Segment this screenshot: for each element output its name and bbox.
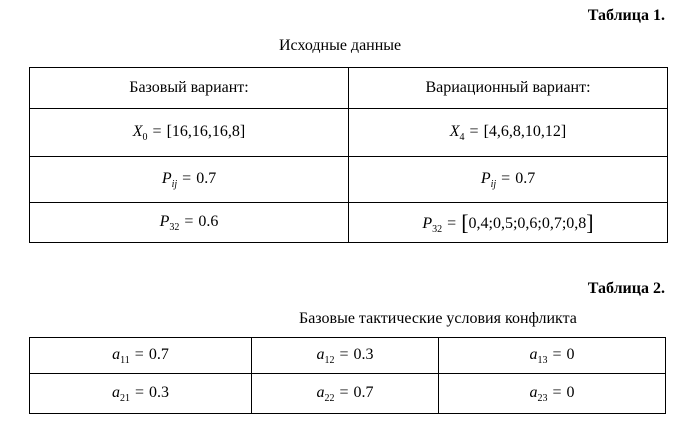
- var-symbol: a: [529, 345, 538, 363]
- equals-sign: =: [184, 212, 194, 230]
- tactical-conditions-table: [29, 337, 666, 414]
- equals-sign: =: [552, 345, 562, 363]
- var-value: 0.7: [353, 383, 374, 401]
- close-bracket: ]: [586, 209, 594, 235]
- cell-a13: [439, 338, 666, 374]
- var-value: [4,6,8,10,12]: [483, 122, 567, 140]
- cell-a11: [30, 338, 252, 374]
- var-symbol: P: [480, 169, 491, 187]
- cell-a12: [252, 338, 439, 374]
- cell-p32-variation: [349, 203, 668, 243]
- cell-x0: [30, 109, 349, 157]
- equals-sign: =: [339, 345, 349, 363]
- var-symbol: P: [422, 214, 433, 232]
- var-value: 0: [566, 383, 575, 401]
- table2-title: Базовые тактические условия конфликта: [299, 310, 577, 327]
- cell-a21: [30, 374, 252, 414]
- var-symbol: X: [449, 122, 460, 140]
- var-subscript: 12: [324, 354, 335, 366]
- var-value: 0.7: [148, 345, 169, 363]
- table1-title: Исходные данные: [279, 37, 402, 54]
- var-symbol: P: [161, 169, 172, 187]
- var-subscript: 0: [142, 131, 148, 143]
- header-base-variant: Базовый вариант:: [30, 68, 349, 109]
- var-subscript: 11: [120, 354, 130, 366]
- var-value: 0,4;0,5;0,6;0,7;0,8: [468, 214, 587, 232]
- var-symbol: a: [112, 345, 121, 363]
- equals-sign: =: [152, 122, 162, 140]
- var-value: 0.7: [515, 169, 536, 187]
- var-subscript: ij: [490, 178, 497, 190]
- var-subscript: 32: [432, 223, 443, 235]
- var-subscript: 13: [537, 354, 548, 366]
- cell-a22: [252, 374, 439, 414]
- header-variation-variant: Вариационный вариант:: [349, 68, 668, 109]
- cell-pij-variation: [349, 157, 668, 203]
- open-bracket: [: [461, 209, 469, 235]
- equals-sign: =: [501, 169, 511, 187]
- equals-sign: =: [469, 122, 479, 140]
- var-symbol: a: [111, 383, 120, 401]
- table2-caption: Таблица 2.: [587, 280, 665, 297]
- cell-p32-base: [30, 203, 349, 243]
- var-value: 0.6: [198, 212, 219, 230]
- var-symbol: a: [316, 383, 325, 401]
- var-subscript: 23: [537, 392, 548, 404]
- var-value: 0: [566, 345, 575, 363]
- cell-a23: [439, 374, 666, 414]
- var-symbol: P: [159, 212, 170, 230]
- var-subscript: 32: [169, 221, 180, 233]
- cell-pij-base: [30, 157, 349, 203]
- equals-sign: =: [552, 383, 562, 401]
- var-symbol: a: [316, 345, 325, 363]
- var-subscript: 21: [119, 392, 130, 404]
- equals-sign: =: [182, 169, 192, 187]
- var-subscript: 22: [324, 392, 335, 404]
- var-subscript: ij: [171, 178, 178, 190]
- var-subscript: 4: [459, 131, 465, 143]
- var-value: 0.3: [353, 345, 374, 363]
- var-value: 0.3: [149, 383, 170, 401]
- equals-sign: =: [339, 383, 349, 401]
- var-symbol: X: [132, 122, 143, 140]
- var-symbol: a: [529, 383, 538, 401]
- initial-data-table: [29, 67, 668, 243]
- var-value: [16,16,16,8]: [166, 122, 246, 140]
- cell-x4: [349, 109, 668, 157]
- equals-sign: =: [134, 345, 144, 363]
- equals-sign: =: [134, 383, 145, 401]
- table1-caption: Таблица 1.: [587, 7, 665, 24]
- equals-sign: =: [447, 214, 457, 232]
- var-value: 0.7: [196, 169, 217, 187]
